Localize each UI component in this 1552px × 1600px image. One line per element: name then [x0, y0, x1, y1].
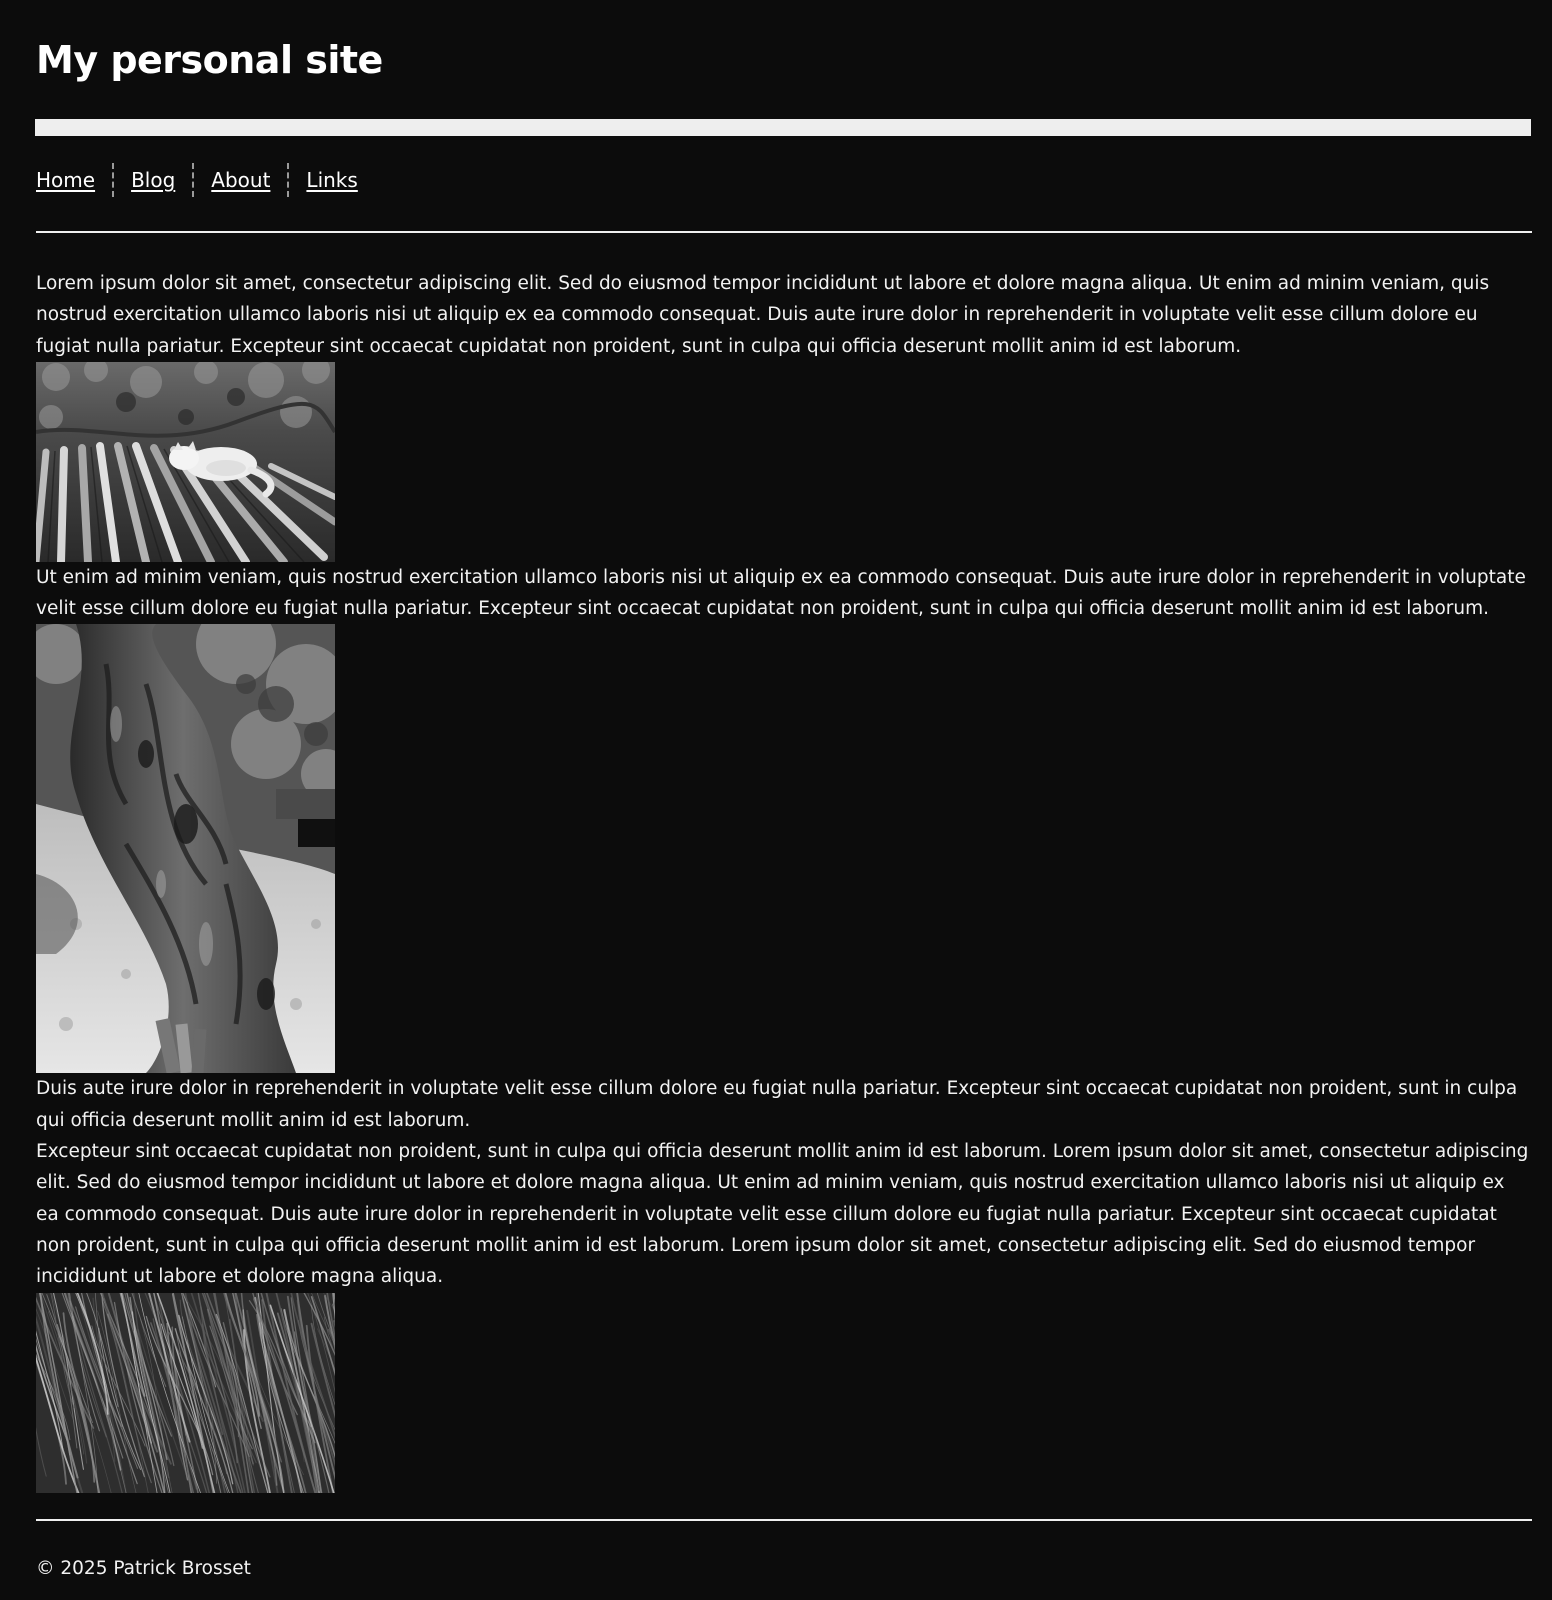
nav-link-blog[interactable]: Blog — [112, 163, 192, 197]
header-divider — [36, 231, 1532, 233]
title-underline-bar — [35, 119, 1531, 136]
main-content — [36, 268, 1532, 1493]
nav-link-home[interactable]: Home — [36, 168, 96, 192]
footer-copyright: © 2025 Patrick Brosset — [36, 1558, 251, 1579]
main-nav — [36, 163, 375, 197]
site-title: My personal site — [36, 38, 383, 82]
photo-olive-tree — [36, 624, 335, 1073]
site-footer — [36, 1558, 251, 1579]
paragraph-3: Duis aute irure dolor in reprehenderit in voluptate velit esse cillum dolore eu fugiat nulla pariatur. Excepteur sint occaecat cupidatat non proident, sunt in culpa qui officia deserunt mollit anim id est laborum. — [36, 1078, 1518, 1131]
nav-link-about[interactable]: About — [192, 163, 287, 197]
photo-cat-on-bench — [36, 362, 335, 562]
paragraph-4: Excepteur sint occaecat cupidatat non proident, sunt in culpa qui officia deserunt mollit anim id est laborum. Lorem ipsum dolor sit amet, consectetur adipiscing elit. Sed do eiusmod tempor incididunt ut labore et dolore magna aliqua. Ut enim ad minim veniam, quis nostrud exercitation ullamco laboris nisi ut aliquip ex ea commodo consequat. Duis aute irure dolor in reprehenderit in voluptate velit esse cillum dolore eu fugiat nulla pariatur. Excepteur sint occaecat cupidatat non proident, sunt in culpa qui officia deserunt mollit anim id est laborum. Lorem ipsum dolor sit amet, consectetur adipiscing elit. Sed do eiusmod tempor incididunt ut labore et dolore magna aliqua. — [36, 1141, 1529, 1288]
footer-divider — [36, 1519, 1532, 1521]
photo-fur-texture — [36, 1293, 335, 1493]
nav-link-links[interactable]: Links — [287, 163, 374, 197]
paragraph-1: Lorem ipsum dolor sit amet, consectetur adipiscing elit. Sed do eiusmod tempor incididunt ut labore et dolore magna aliqua. Ut enim ad minim veniam, quis nostrud exercitation ullamco laboris nisi ut aliquip ex ea commodo consequat. Duis aute irure dolor in reprehenderit in voluptate velit esse cillum dolore eu fugiat nulla pariatur. Excepteur sint occaecat cupidatat non proident, sunt in culpa qui officia deserunt mollit anim id est laborum. — [36, 273, 1490, 357]
paragraph-2: Ut enim ad minim veniam, quis nostrud exercitation ullamco laboris nisi ut aliquip ex ea commodo consequat. Duis aute irure dolor in reprehenderit in voluptate velit esse cillum dolore eu fugiat nulla pariatur. Excepteur sint occaecat cupidatat non proident, sunt in culpa qui officia deserunt mollit anim id est laborum. — [36, 566, 1526, 620]
